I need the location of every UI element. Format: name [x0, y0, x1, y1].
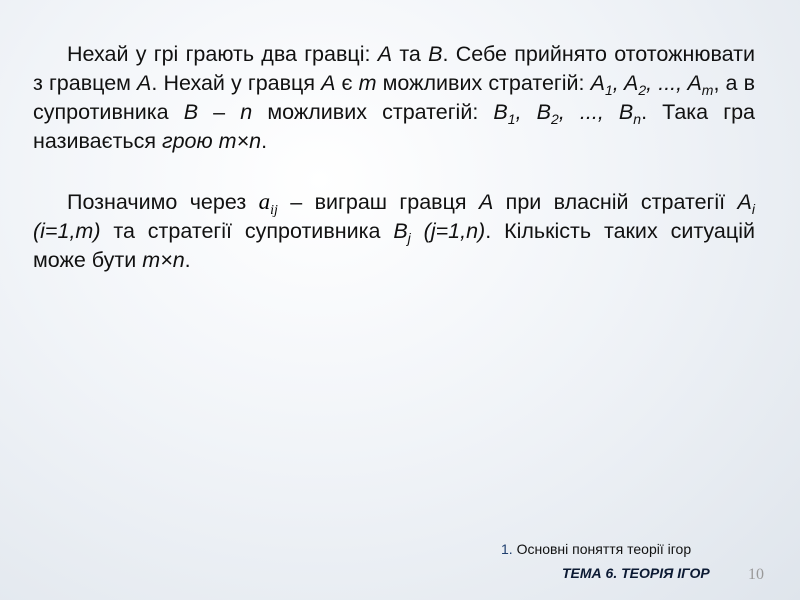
page-number: 10	[748, 566, 764, 583]
separator: ,	[515, 100, 537, 124]
index-range-i: (i=1,m)	[33, 219, 101, 243]
text: та стратегії супротивника	[100, 219, 394, 243]
player-a: A	[478, 190, 494, 214]
text: є	[335, 71, 359, 95]
text: . Така гра називається	[33, 100, 755, 153]
player-a: A	[321, 71, 336, 95]
strategy-bj: $B_j$	[393, 219, 411, 246]
text	[411, 219, 424, 243]
player-a: A	[377, 42, 393, 66]
payoff-aij: $a_{ij}$	[258, 189, 278, 218]
ellipsis: , ...,	[646, 71, 688, 95]
slide-body	[33, 40, 755, 275]
strategy-a2: $A_2$	[624, 71, 647, 98]
text: .	[184, 248, 191, 272]
topic-number: 1.	[501, 541, 513, 557]
separator: ,	[612, 71, 625, 95]
strategy-b1: $B_1$	[493, 100, 516, 127]
text: . Нехай у гравця	[151, 71, 322, 95]
var-n: n	[240, 100, 253, 124]
topic-title: Основні поняття теорії ігор	[512, 541, 692, 557]
var-m: m	[358, 71, 377, 95]
text: Позначимо через	[67, 190, 259, 214]
strategy-ai: $A_i$	[737, 190, 755, 217]
text: Нехай у грі грають два гравці:	[67, 42, 378, 66]
text: – виграш гравця	[277, 190, 479, 214]
paragraph-payoff-definition	[33, 187, 755, 275]
var-mn: m×n	[142, 248, 185, 272]
text: , а в супротивника	[33, 71, 755, 124]
player-b: B	[183, 100, 199, 124]
strategy-bn: $B_n$	[618, 100, 642, 127]
strategy-b2: $B_2$	[536, 100, 559, 127]
index-range-j: (j=1,n)	[423, 219, 486, 243]
footer-course-title: ТЕМА 6. ТЕОРІЯ ІГОР	[562, 565, 710, 581]
text: та	[392, 42, 429, 66]
text: можливих стратегій:	[376, 71, 591, 95]
player-b: B	[428, 42, 443, 66]
text: . Кількість таких ситуацій може бути	[33, 219, 755, 272]
ellipsis: , ...,	[558, 100, 619, 124]
text: –	[198, 100, 241, 124]
paragraph-game-definition	[33, 40, 755, 156]
strategy-a1: $A_1$	[590, 71, 613, 98]
footer-topic	[501, 541, 691, 557]
text: при власній стратегії	[493, 190, 738, 214]
text: . Себе прийнято ототожнювати з гравцем	[33, 42, 755, 95]
game-term: грою m×n	[161, 129, 262, 153]
text: можливих стратегій:	[252, 100, 494, 124]
strategy-am: $A_m$	[687, 71, 714, 98]
text: .	[261, 129, 268, 153]
player-a: A	[137, 71, 152, 95]
